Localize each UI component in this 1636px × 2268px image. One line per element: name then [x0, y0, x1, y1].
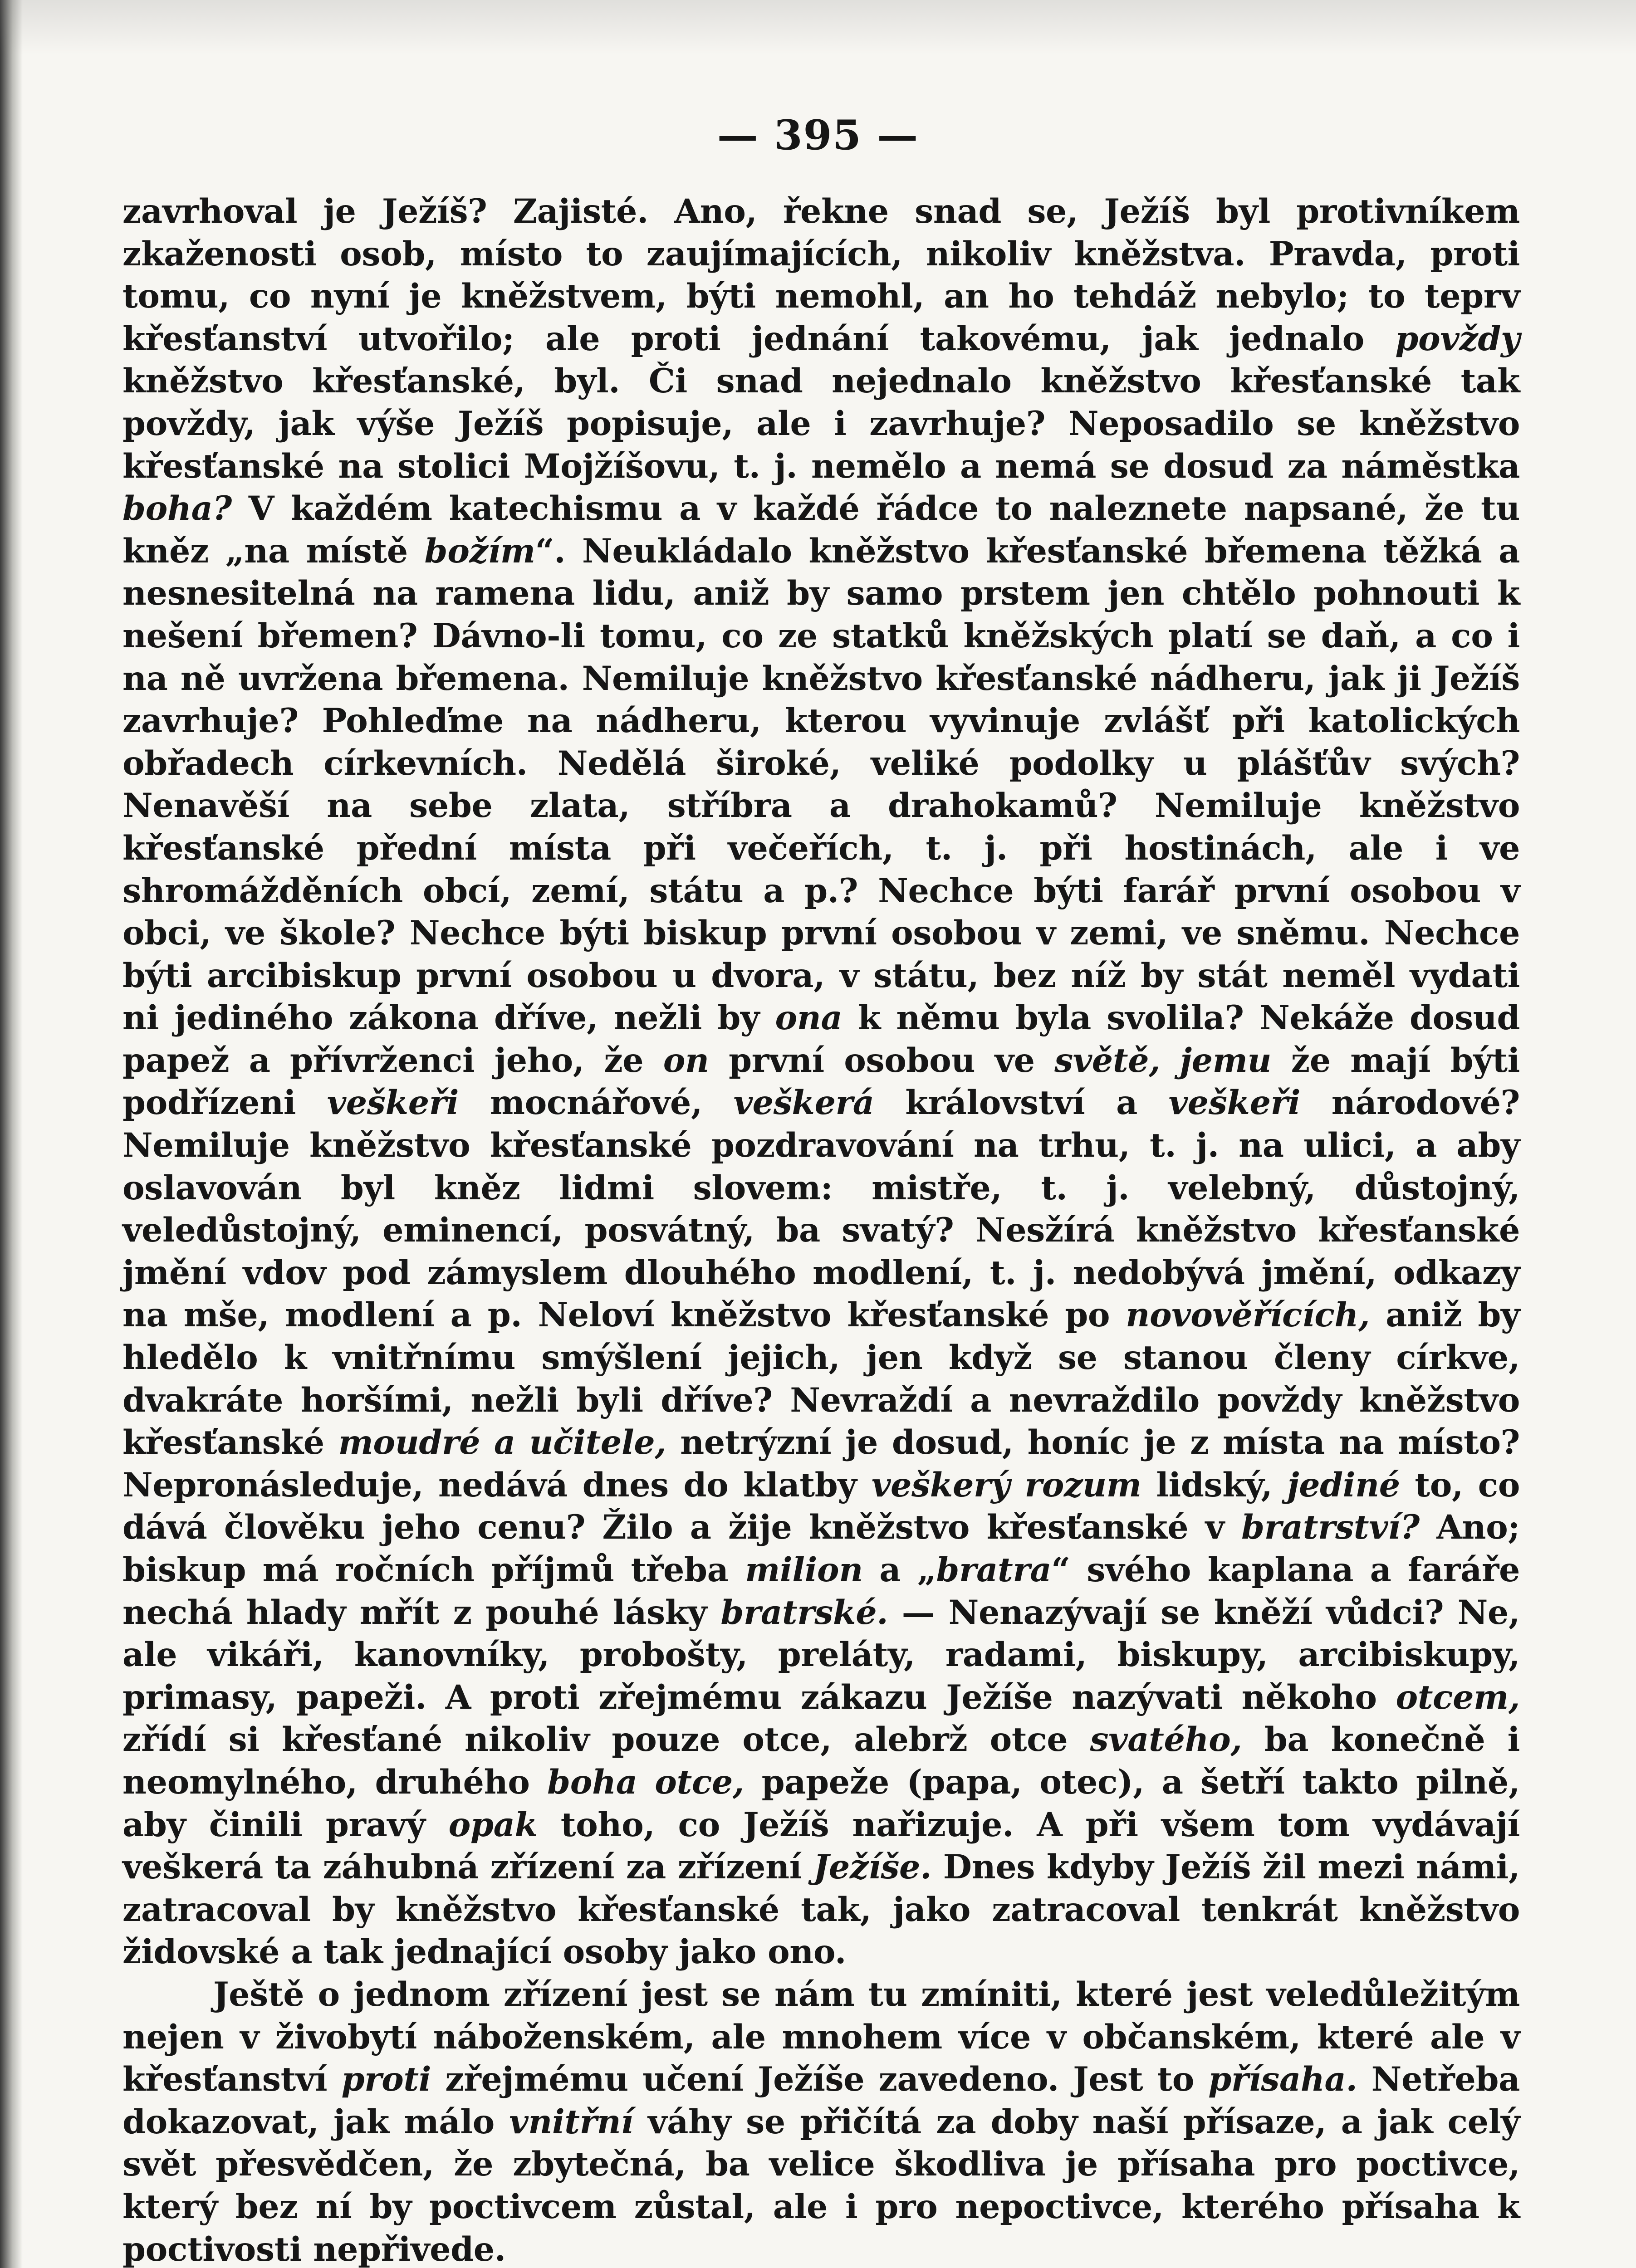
italic-text-run: boha?	[122, 489, 232, 528]
text-run: zřídí si křesťané nikoliv pouze otce, alebrž otce	[122, 1720, 1090, 1760]
text-run: království a	[874, 1083, 1169, 1123]
italic-text-run: opak	[448, 1805, 538, 1844]
page-top-edge	[0, 0, 1636, 54]
italic-text-run: proti	[341, 2060, 431, 2099]
italic-text-run: veškeři	[1168, 1083, 1301, 1123]
text-run: ba konečně i neomylného, druhého	[122, 1720, 1520, 1802]
italic-text-run: ona	[775, 998, 842, 1038]
italic-text-run: veškerý rozum	[872, 1465, 1141, 1505]
text-run: a „	[862, 1550, 936, 1589]
italic-text-run: veškerá	[733, 1083, 874, 1123]
text-run: V každém katechismu a v každé řádce to naleznete napsané, že tu kněz „na místě	[122, 489, 1520, 571]
italic-text-run: on	[663, 1041, 709, 1080]
text-run: to, co dává člověku jeho cenu? Žilo a žije kněžstvo křesťanské v	[122, 1465, 1520, 1547]
text-run: Netřeba dokazovat, jak málo	[122, 2060, 1520, 2141]
italic-text-run: boha otce,	[547, 1762, 744, 1802]
text-run: Ano; biskup má ročních příjmů třeba	[122, 1508, 1520, 1589]
text-run: zřejmému učení Ježíše zavedeno. Jest to	[431, 2060, 1209, 2099]
text-run: aniž by hledělo k vnitřnímu smýšlení jejich, jen když se stanou členy církve, dvakráte horšími, nežli byli dříve? Nevraždí a nevraždilo povždy kněžstvo křesťanské	[122, 1295, 1520, 1462]
text-run: kněžstvo křesťanské, byl. Či snad nejednalo kněžstvo křesťanské tak povždy, jak výše Ježíš popisuje, ale i zavrhuje? Neposadilo se kněžstvo křesťanské na stolici Mojžíšovu, t. j. nemělo a nemá se dosud za náměstka	[122, 362, 1520, 486]
text-run: papeže (papa, otec), a šetří takto pilně, aby činili pravý	[122, 1762, 1520, 1844]
italic-text-run: bratrství?	[1241, 1508, 1420, 1547]
text-run: “. Neukládalo kněžstvo křesťanské břemena těžká a nesnesitelná na ramena lidu, aniž by samo prstem jen chtělo pohnouti k nešení břemen? Dávno-li tomu, co ze statků kněžských platí se daň, a co i na ně uvržena břemena. Nemiluje kněžstvo křesťanské nádheru, jak ji Ježíš zavrhuje? Pohleďme na nádheru, kterou vyvinuje zvlášť při katolických obřadech církevních. Nedělá široké, veliké podolky u plášťův svých? Nenavěší na sebe zlata, stříbra a drahokamů? Nemiluje kněžstvo křesťanské přední místa při večeřích, t. j. při hostinách, ale i ve shromážděních obcí, zemí, státu a p.? Nechce býti farář první osobou v obci, ve škole? Nechce býti biskup první osobou v zemi, ve sněmu. Nechce býti arcibiskup první osobou u dvora, v státu, bez níž by stát neměl vydati ni jediného zákona dříve, nežli by	[122, 531, 1520, 1038]
text-run: “ svého kaplana a faráře nechá hlady mřít z pouhé lásky	[122, 1550, 1520, 1632]
body-text	[122, 191, 1520, 2268]
text-run: toho, co Ježíš nařizuje. A při všem tom vydávají veškerá ta záhubná zřízení za zřízení	[122, 1805, 1520, 1887]
italic-text-run: světě, jemu	[1054, 1041, 1272, 1080]
text-run: první osobou ve	[709, 1041, 1055, 1080]
text-run: — Nenazývají se kněží vůdci? Ne, ale vikáři, kanovníky, probošty, preláty, radami, biskupy, arcibiskupy, primasy, papeži. A proti zřejmému zákazu Ježíše nazývati někoho	[122, 1593, 1520, 1717]
italic-text-run: bratrské.	[720, 1593, 888, 1632]
text-run: k němu byla svolila? Nekáže dosud papež a přívrženci jeho, že	[122, 998, 1520, 1080]
italic-text-run: svatého,	[1090, 1720, 1242, 1760]
text-run: váhy se přičítá za doby naší přísaze, a jak celý svět přesvědčen, že zbytečná, ba velice škodliva je přísaha pro poctivce, který bez ní by poctivcem zůstal, ale i pro nepoctivce, kterého přísaha k poctivosti nepřivede.	[122, 2102, 1520, 2268]
text-run: zavrhoval je Ježíš? Zajisté. Ano, řekne snad se, Ježíš byl protivníkem zkaženosti osob, místo to zaujímajících, nikoliv kněžstva. Pravda, proti tomu, co nyní je kněžstvem, býti nemohl, an ho tehdáž nebylo; to teprv křesťanství utvořilo; ale proti jednání takovému, jak jednalo	[122, 192, 1520, 358]
text-run: mocnářové,	[459, 1083, 734, 1123]
italic-text-run: jediné	[1287, 1465, 1400, 1505]
italic-text-run: bratra	[936, 1550, 1052, 1589]
text-run: že mají býti podřízeni	[122, 1041, 1520, 1123]
italic-text-run: milion	[745, 1550, 863, 1589]
italic-text-run: vnitřní	[509, 2102, 633, 2141]
italic-text-run: novověřících,	[1126, 1295, 1370, 1335]
text-run: národové? Nemiluje kněžstvo křesťanské pozdravování na trhu, t. j. na ulici, a aby oslavován byl kněz lidmi slovem: mistře, t. j. velebný, důstojný, veledůstojný, eminencí, posvátný, ba svatý? Nesžírá kněžstvo křesťanské jmění vdov pod zámyslem dlouhého modlení, t. j. nedobývá jmění, odkazy na mše, modlení a p. Neloví kněžstvo křesťanské po	[122, 1083, 1520, 1335]
text-run: netrýzní je dosud, honíc je z místa na místo? Nepronásleduje, nedává dnes do klatby	[122, 1423, 1520, 1505]
italic-text-run: otcem,	[1396, 1677, 1520, 1717]
italic-text-run: božím	[424, 531, 535, 571]
italic-text-run: přísaha.	[1208, 2060, 1357, 2099]
italic-text-run: povždy	[1395, 319, 1520, 358]
text-run: Ještě o jednom zřízení jest se nám tu zmíniti, které jest veledůležitým nejen v živobytí náboženském, ale mnohem více v občanském, které ale v křesťanství	[122, 1975, 1520, 2099]
text-run: Dnes kdyby Ježíš žil mezi námi, zatracoval by kněžstvo křesťanské tak, jako zatracoval tenkrát kněžstvo židovské a tak jednající osoby jako ono.	[122, 1848, 1520, 1972]
page-gutter-shadow	[0, 0, 23, 2268]
paragraph	[122, 1974, 1520, 2268]
italic-text-run: moudré a učitele,	[338, 1423, 666, 1462]
text-run: lidský,	[1141, 1465, 1288, 1505]
paragraph	[122, 191, 1520, 1974]
italic-text-run: Ježíše.	[813, 1848, 932, 1887]
page-number: — 395 —	[717, 111, 919, 159]
italic-text-run: veškeři	[327, 1083, 459, 1123]
